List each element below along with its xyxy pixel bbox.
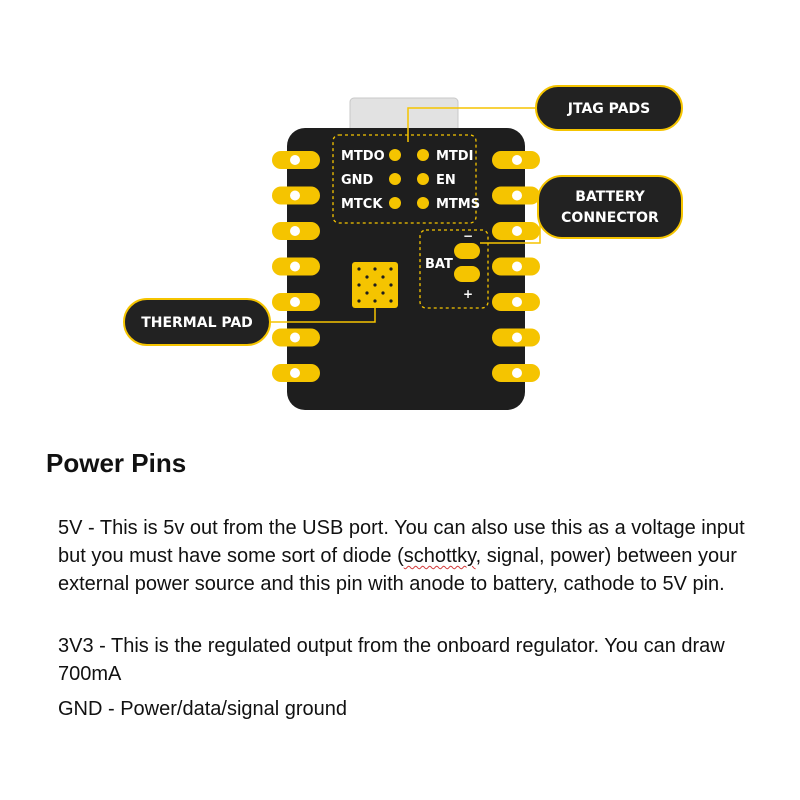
p1-text-after: , signal, power) between your external power source and this pin with anode to battery, cathode to 5V pin. [58,545,737,595]
right-edge-pad-hole [512,191,522,201]
jtag-label-mtms: MTMS [436,197,481,212]
board-body [287,128,525,410]
left-edge-pad-hole [290,297,300,307]
jtag-pad-en [417,173,429,185]
thermal-via [373,267,376,270]
left-edge-pad-hole [290,262,300,272]
right-edge-pad-hole [512,262,522,272]
usb-connector [350,98,458,132]
battery-callout-text-line2: CONNECTOR [561,210,659,226]
battery-pad-positive [454,266,480,282]
left-edge-pad-hole [290,226,300,236]
thermal-via [373,299,376,302]
thermal-via [357,267,360,270]
battery-pad-negative [454,243,480,259]
thermal-via [389,267,392,270]
thermal-via [373,283,376,286]
left-edge-pad-hole [290,333,300,343]
jtag-label-gnd: GND [341,173,374,188]
right-edge-pad-hole [512,155,522,165]
jtag-callout-text: JTAG PADS [567,101,651,117]
thermal-callout-text: THERMAL PAD [141,315,253,331]
power-pin-5v-description [58,514,778,598]
jtag-label-mtck: MTCK [341,197,383,212]
section-heading: Power Pins [46,448,187,478]
jtag-pad-gnd [389,173,401,185]
battery-callout [538,176,682,238]
left-edge-pad-hole [290,155,300,165]
power-pin-3v3-description: 3V3 - This is the regulated output from the onboard regulator. You can draw 700mA [58,635,725,685]
jtag-label-en: EN [436,173,456,188]
thermal-via [389,299,392,302]
battery-plus-label: + [463,287,474,301]
p1-misspelled-word: schottky [403,545,476,567]
thermal-via [357,283,360,286]
left-edge-pad-hole [290,191,300,201]
jtag-pad-mtdi [417,149,429,161]
right-edge-pad-hole [512,226,522,236]
battery-label: BAT [425,257,453,272]
battery-minus-label: − [463,229,474,243]
jtag-pad-mtck [389,197,401,209]
battery-callout-text-line1: BATTERY [575,189,645,205]
jtag-pad-mtms [417,197,429,209]
p1-text-before: 5V - This is 5v out from the USB port. You can also use this as a voltage input but you must have some sort of diode ( [58,517,745,567]
thermal-via [381,275,384,278]
right-edge-pad-hole [512,297,522,307]
right-edge-pad-hole [512,368,522,378]
thermal-via [357,299,360,302]
left-edge-pad-hole [290,368,300,378]
thermal-via [365,275,368,278]
thermal-via [389,283,392,286]
jtag-label-mtdo: MTDO [341,149,385,164]
jtag-pad-mtdo [389,149,401,161]
jtag-label-mtdi: MTDI [436,149,474,164]
thermal-via [381,291,384,294]
power-pin-gnd-description: GND - Power/data/signal ground [58,698,348,720]
thermal-via [365,291,368,294]
right-edge-pad-hole [512,333,522,343]
